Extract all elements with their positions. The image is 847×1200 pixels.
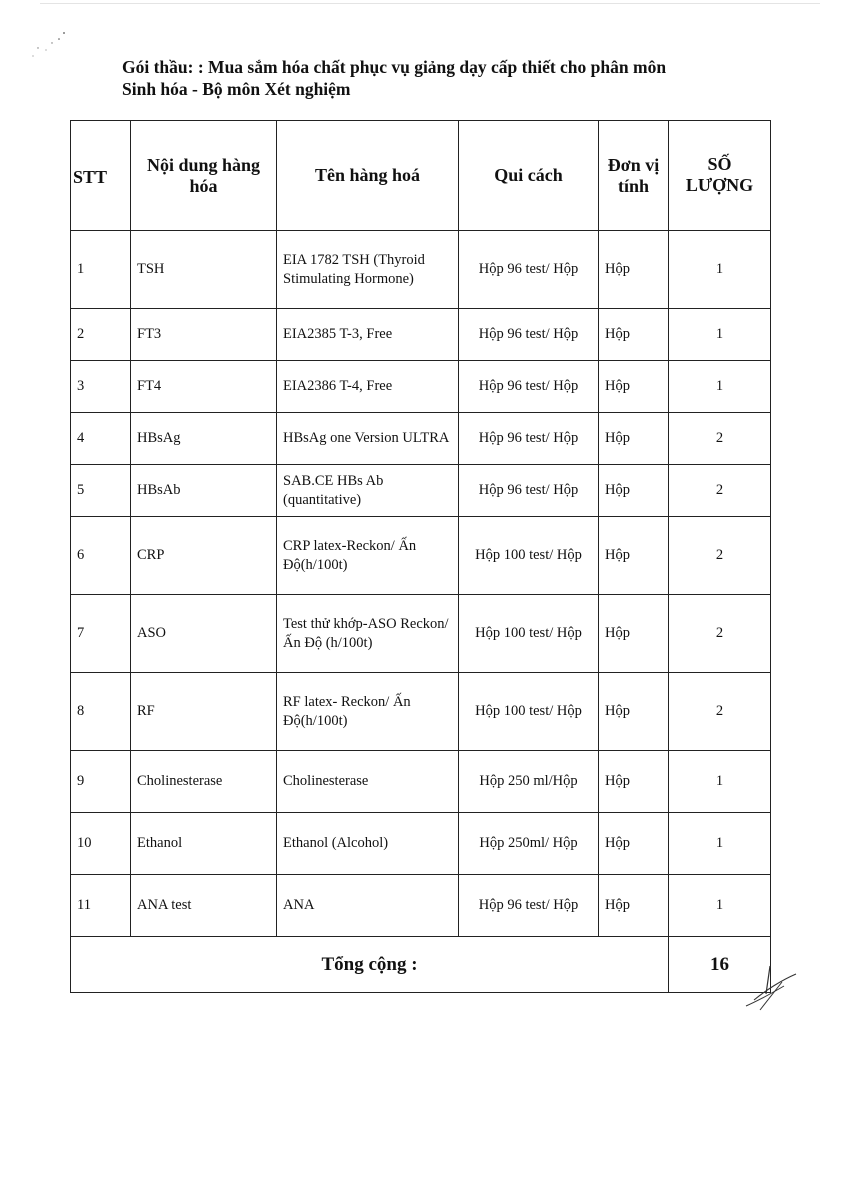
cell-spec: Hộp 96 test/ Hộp [459, 361, 599, 413]
cell-name: RF latex- Reckon/ Ấn Độ(h/100t) [277, 673, 459, 751]
cell-spec: Hộp 96 test/ Hộp [459, 465, 599, 517]
cell-stt: 6 [71, 517, 131, 595]
cell-stt: 8 [71, 673, 131, 751]
cell-content: TSH [131, 231, 277, 309]
header-qty: SỐ LƯỢNG [669, 121, 771, 231]
table-header-row [71, 121, 771, 231]
table-row [71, 517, 771, 595]
cell-name: EIA 1782 TSH (Thyroid Stimulating Hormone) [277, 231, 459, 309]
cell-name: Test thử khớp-ASO Reckon/ Ấn Độ (h/100t) [277, 595, 459, 673]
tender-heading [122, 56, 772, 100]
cell-content: RF [131, 673, 277, 751]
cell-spec: Hộp 96 test/ Hộp [459, 309, 599, 361]
cell-qty: 1 [669, 813, 771, 875]
cell-content: FT3 [131, 309, 277, 361]
cell-unit: Hộp [599, 595, 669, 673]
cell-stt: 10 [71, 813, 131, 875]
cell-stt: 3 [71, 361, 131, 413]
table-row [71, 413, 771, 465]
cell-qty: 1 [669, 875, 771, 937]
cell-spec: Hộp 96 test/ Hộp [459, 413, 599, 465]
cell-content: Ethanol [131, 813, 277, 875]
cell-spec: Hộp 100 test/ Hộp [459, 517, 599, 595]
goods-table [70, 120, 771, 993]
header-unit: Đơn vị tính [599, 121, 669, 231]
header-name: Tên hàng hoá [277, 121, 459, 231]
cell-name: Cholinesterase [277, 751, 459, 813]
table-row [71, 231, 771, 309]
cell-spec: Hộp 100 test/ Hộp [459, 673, 599, 751]
cell-content: ASO [131, 595, 277, 673]
cell-content: FT4 [131, 361, 277, 413]
cell-qty: 2 [669, 595, 771, 673]
cell-content: ANA test [131, 875, 277, 937]
total-label: Tổng cộng : [71, 937, 669, 993]
cell-name: EIA2386 T-4, Free [277, 361, 459, 413]
header-content: Nội dung hàng hóa [131, 121, 277, 231]
cell-name: Ethanol (Alcohol) [277, 813, 459, 875]
table-row [71, 361, 771, 413]
cell-qty: 2 [669, 673, 771, 751]
cell-qty: 1 [669, 231, 771, 309]
table-row [71, 875, 771, 937]
cell-spec: Hộp 96 test/ Hộp [459, 875, 599, 937]
cell-unit: Hộp [599, 751, 669, 813]
cell-qty: 1 [669, 309, 771, 361]
cell-content: HBsAg [131, 413, 277, 465]
cell-qty: 2 [669, 465, 771, 517]
table-row [71, 309, 771, 361]
tender-heading-line-2: Sinh hóa - Bộ môn Xét nghiệm [122, 79, 351, 99]
cell-content: HBsAb [131, 465, 277, 517]
table-row [71, 595, 771, 673]
cell-qty: 1 [669, 361, 771, 413]
cell-content: Cholinesterase [131, 751, 277, 813]
scan-specks [30, 30, 70, 70]
cell-unit: Hộp [599, 231, 669, 309]
cell-unit: Hộp [599, 309, 669, 361]
cell-unit: Hộp [599, 361, 669, 413]
cell-name: EIA2385 T-3, Free [277, 309, 459, 361]
total-row [71, 937, 771, 993]
cell-unit: Hộp [599, 517, 669, 595]
cell-stt: 11 [71, 875, 131, 937]
cell-spec: Hộp 250 ml/Hộp [459, 751, 599, 813]
cell-stt: 5 [71, 465, 131, 517]
scan-edge-line [40, 3, 820, 4]
cell-name: CRP latex-Reckon/ Ấn Độ(h/100t) [277, 517, 459, 595]
cell-spec: Hộp 96 test/ Hộp [459, 231, 599, 309]
cell-unit: Hộp [599, 673, 669, 751]
cell-spec: Hộp 100 test/ Hộp [459, 595, 599, 673]
cell-stt: 2 [71, 309, 131, 361]
table-row [71, 465, 771, 517]
cell-qty: 2 [669, 413, 771, 465]
initials-signature [742, 960, 802, 1020]
cell-stt: 9 [71, 751, 131, 813]
cell-qty: 1 [669, 751, 771, 813]
cell-content: CRP [131, 517, 277, 595]
cell-stt: 7 [71, 595, 131, 673]
tender-heading-line-1: Gói thầu: : Mua sắm hóa chất phục vụ giảng dạy cấp thiết cho phân môn [122, 57, 667, 77]
cell-stt: 1 [71, 231, 131, 309]
cell-unit: Hộp [599, 413, 669, 465]
header-spec: Qui cách [459, 121, 599, 231]
cell-qty: 2 [669, 517, 771, 595]
cell-spec: Hộp 250ml/ Hộp [459, 813, 599, 875]
table-row [71, 751, 771, 813]
total-value: 16 [669, 937, 771, 993]
cell-name: ANA [277, 875, 459, 937]
cell-unit: Hộp [599, 875, 669, 937]
cell-unit: Hộp [599, 465, 669, 517]
cell-unit: Hộp [599, 813, 669, 875]
cell-stt: 4 [71, 413, 131, 465]
table-row [71, 673, 771, 751]
cell-name: SAB.CE HBs Ab (quantitative) [277, 465, 459, 517]
header-stt: STT [71, 121, 131, 231]
table-row [71, 813, 771, 875]
cell-name: HBsAg one Version ULTRA [277, 413, 459, 465]
